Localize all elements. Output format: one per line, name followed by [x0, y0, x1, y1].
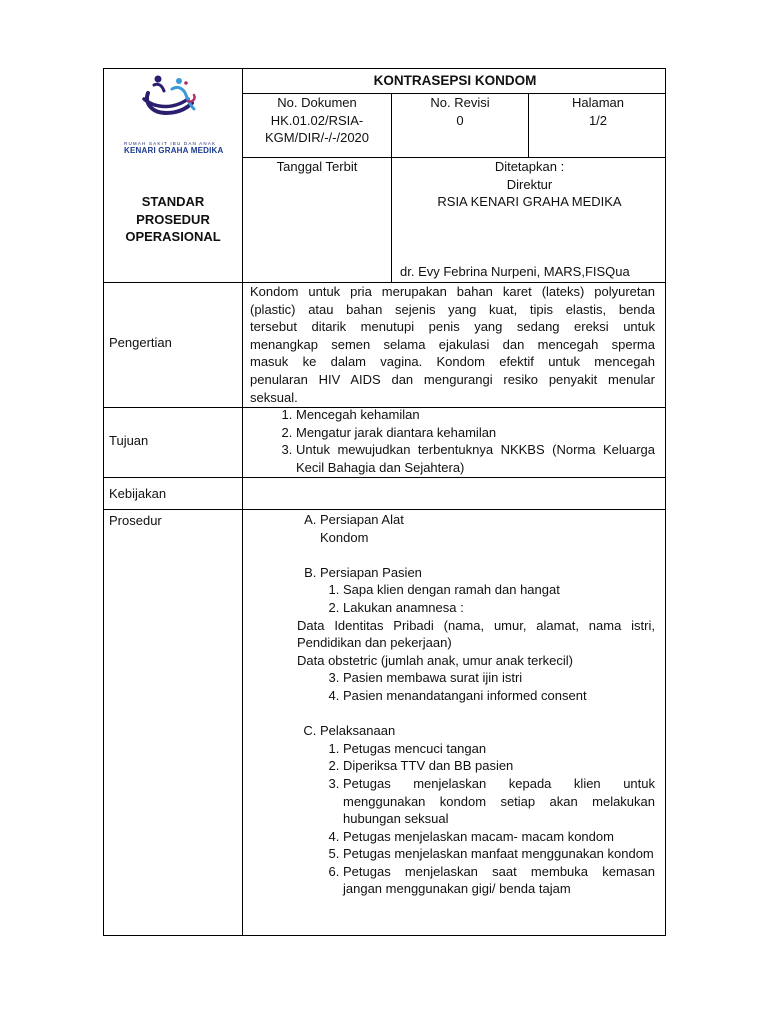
step-b-note: Data obstetric (jumlah anak, umur anak terkecil) [297, 652, 574, 668]
list-item: 3. Petugas menjelaskan kepada klien untuk menggunakan kondom setiap akan melakukan hubungan seksual [343, 775, 655, 828]
pengertian-line: tersebut ditarik menutupi penis yang sedang ereksi untuk [250, 319, 655, 335]
approved-org: RSIA KENARI GRAHA MEDIKA [437, 194, 622, 210]
logo-name: KENARI GRAHA MEDIKA [124, 146, 224, 155]
page-info [529, 94, 667, 129]
pengertian-line: (plastic) atau bahan sejenis yang kuat, tipis elastis, benda [250, 301, 655, 317]
pengertian-line: penularan HIV AIDS dan mengurangi resiko penyakit menular [250, 371, 655, 387]
prosedur-step-b [297, 564, 655, 722]
sop-line-3: OPERASIONAL [125, 229, 221, 245]
tujuan-label: Tujuan [109, 433, 149, 448]
list-item: 5. Petugas menjelaskan manfaat menggunakan kondom [343, 845, 655, 863]
pengertian-line: seksual. [250, 389, 298, 405]
prosedur-step-a [320, 511, 655, 564]
step-b-title: B. Persiapan Pasien [320, 564, 422, 580]
issue-date-label: Tanggal Terbit [276, 159, 358, 174]
logo [104, 69, 242, 157]
list-item: 1. Mencegah kehamilan [296, 406, 655, 424]
tujuan-list [250, 406, 655, 476]
pengertian-line: masuk ke dalam vagina. Kondom efektif untuk mencegah [250, 354, 655, 370]
revision-label: No. Revisi [430, 95, 490, 110]
prosedur-content [297, 511, 655, 898]
sop-label [104, 193, 242, 246]
kebijakan-divider [104, 509, 665, 510]
approved-label: Ditetapkan : [494, 159, 565, 174]
list-item: 4. Petugas menjelaskan macam- macam kondom [343, 828, 655, 846]
sop-document [103, 68, 666, 936]
step-c-list [320, 740, 655, 898]
list-item: 3. Untuk mewujudkan terbentuknya NKKBS (Norma Keluarga Kecil Bahagia dan Sejahtera) [296, 441, 655, 476]
page-label: Halaman [571, 95, 625, 110]
pengertian-line: menangkap semen selama ejakulasi dan mencegah sperma [250, 336, 655, 352]
revision-value: 0 [456, 112, 464, 128]
step-b-list-1 [320, 581, 655, 616]
sop-line-2: PROSEDUR [136, 211, 210, 227]
pengertian-line: Kondom untuk pria merupakan bahan karet (lateks) polyuretan [250, 284, 655, 299]
kebijakan-label: Kebijakan [109, 486, 167, 501]
pengertian-label: Pengertian [109, 335, 172, 350]
approval-block [392, 158, 667, 211]
list-item: 1. Sapa klien dengan ramah dan hangat [343, 581, 655, 599]
prosedur-label: Prosedur [109, 513, 162, 528]
list-item: 4. Pasien menandatangani informed consent [343, 687, 655, 705]
list-item: 3. Pasien membawa surat ijin istri [343, 669, 655, 687]
column-divider [242, 69, 243, 935]
tujuan-content [250, 406, 655, 476]
list-item: 6. Petugas menjelaskan saat membuka kemasan jangan menggunakan gigi/ benda tajam [343, 863, 655, 898]
logo-tagline: RUMAH SAKIT IBU DAN ANAK [124, 141, 217, 146]
list-item: 2. Diperiksa TTV dan BB pasien [343, 757, 655, 775]
tujuan-divider [104, 477, 665, 478]
step-b-list-2 [320, 669, 655, 704]
approved-role: Direktur [506, 176, 553, 192]
page-value: 1/2 [588, 112, 608, 128]
list-item: 2. Lakukan anamnesa : [343, 599, 655, 617]
step-a-title: A. Persiapan Alat [320, 512, 404, 527]
step-a-text: Kondom [320, 529, 369, 545]
doc-number-label: No. Dokumen [277, 95, 357, 110]
doc-number-value-1: HK.01.02/RSIA- [270, 112, 364, 128]
prosedur-step-c [320, 722, 655, 898]
pengertian-text [250, 283, 655, 406]
prosedur-list [297, 511, 655, 898]
revision [392, 94, 528, 129]
step-b-note: Pendidikan dan pekerjaan) [297, 635, 452, 651]
list-item: 1. Petugas mencuci tangan [343, 740, 655, 758]
doc-number [243, 94, 391, 147]
step-c-title: C. Pelaksanaan [320, 723, 396, 739]
signatory: dr. Evy Febrina Nurpeni, MARS,FISQua [400, 264, 630, 279]
document-title: KONTRASEPSI KONDOM [373, 73, 537, 88]
step-b-note: Data Identitas Pribadi (nama, umur, alamat, nama istri, [297, 617, 655, 633]
doc-number-value-2: KGM/DIR/-/-/2020 [264, 130, 370, 146]
sop-line-1: STANDAR [141, 194, 205, 209]
list-item: 2. Mengatur jarak diantara kehamilan [296, 424, 655, 442]
